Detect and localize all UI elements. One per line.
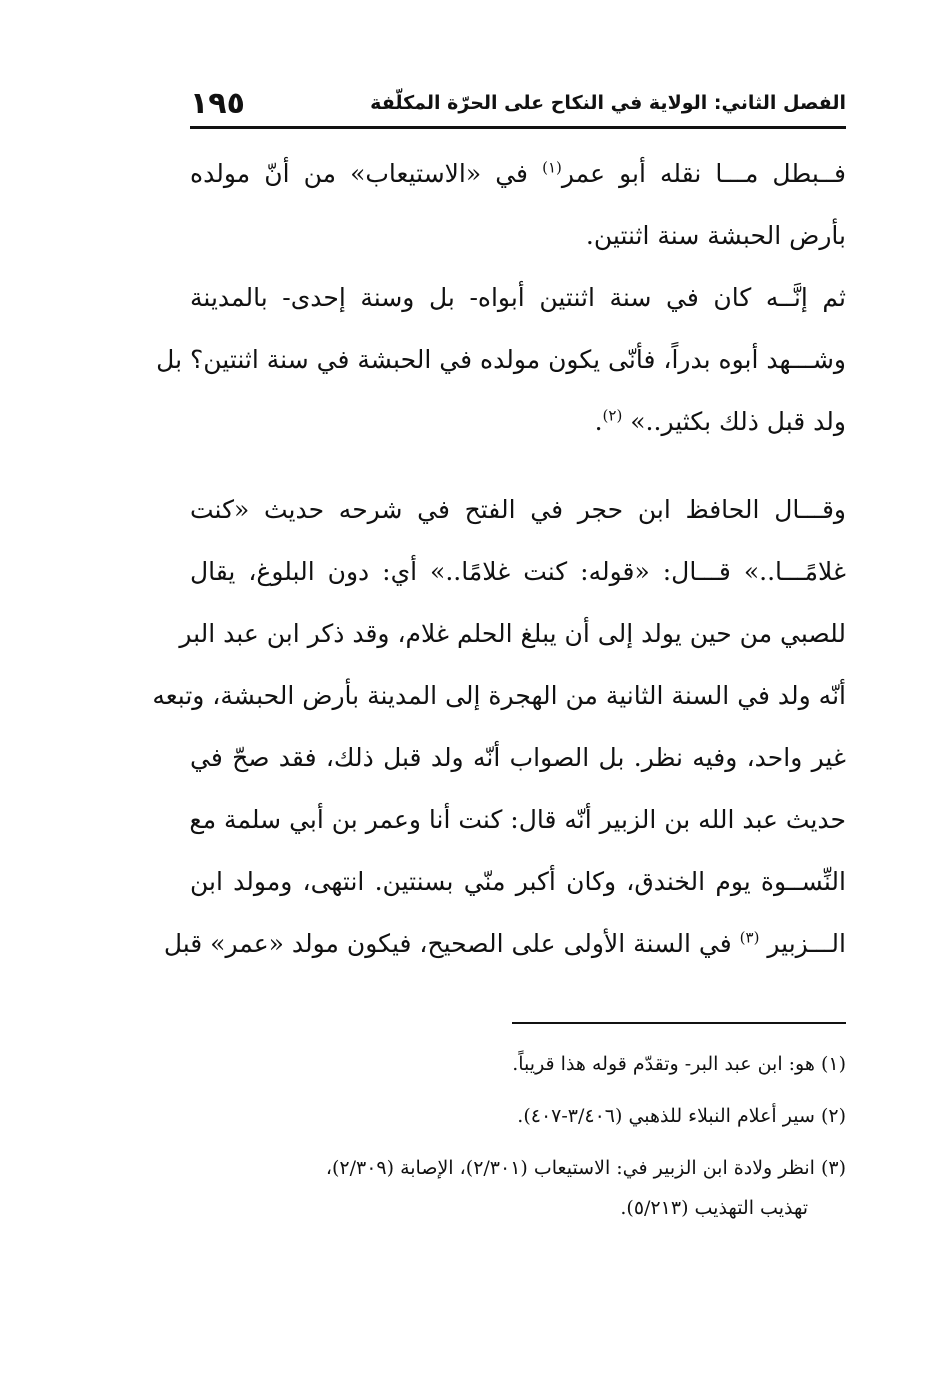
text-line: وقـــال الحافظ ابن حجر في الفتح في شرحه حديث «كنت — [190, 495, 846, 524]
footnote — [190, 1046, 846, 1082]
text-line: ولد قبل ذلك بكثير..» $^{(٢)}$. — [594, 406, 846, 436]
footnote — [190, 1098, 846, 1134]
footnote-reference: (٢) — [602, 406, 623, 425]
footnote-text: سير أعلام النبلاء للذهبي (٣/٤٠٦-٤٠٧). — [517, 1105, 815, 1127]
footnote-reference: (١) — [542, 158, 562, 177]
footnote-continuation: تهذيب التهذيب (٥/٢١٣). — [620, 1197, 808, 1219]
footnote-text: انظر ولادة ابن الزبير في: الاستيعاب (٢/٣٠١)، الإصابة (٢/٣٠٩)، — [325, 1157, 815, 1179]
text-line: وشـــهد أبوه بدراً، فأنّى يكون مولده في الحبشة في سنة اثنتين؟ بل — [156, 345, 846, 374]
text-line: النِّســوة يوم الخندق، وكان أكبر منّي بسنتين. انتهى، ومولد ابن — [190, 867, 846, 896]
text-line: حديث عبد الله بن الزبير أنّه قال: كنت أنا وعمر بن أبي سلمة مع — [189, 805, 846, 834]
footnotes — [190, 1046, 846, 1242]
text-line: الـــزبير $^{(٣)}$ في السنة الأولى على الصحيح، فيكون مولد «عمر» قبل — [163, 928, 846, 958]
footnote-reference: (٣) — [739, 928, 760, 947]
text-line: غلامًـــا..» قـــال: «قوله: كنت غلامًا..» أي: دون البلوغ، يقال — [190, 557, 846, 586]
footnote-number: (١) — [820, 1053, 846, 1075]
text-line: بأرض الحبشة سنة اثنتين. — [585, 221, 846, 250]
footnote-text: هو: ابن عبد البر- وتقدّم قوله هذا قريباً. — [512, 1053, 815, 1075]
text-line: غير واحد، وفيه نظر. بل الصواب أنّه ولد قبل ذلك، فقد صحّ في — [190, 743, 846, 772]
text-line: أنّه ولد في السنة الثانية من الهجرة إلى المدينة بأرض الحبشة، وتبعه — [152, 681, 846, 710]
main-text — [152, 148, 846, 980]
text-line: فــبطل مـــا نقله أبو عمر$^{(١)}$ في «الاستيعاب» من أنّ مولده — [190, 158, 846, 188]
footnote-number: (٢) — [820, 1105, 846, 1127]
footnote-number: (٣) — [820, 1157, 846, 1179]
text-line: للصبي من حين يولد إلى أن يبلغ الحلم غلام، وقد ذكر ابن عبد البر — [179, 619, 846, 648]
footnote — [190, 1150, 846, 1226]
footnote-separator — [512, 1022, 846, 1024]
running-header — [190, 86, 846, 129]
chapter-title: الفصل الثاني: الولاية في النكاح على الحرّة المكلّفة — [370, 92, 846, 114]
page-number: ١٩٥ — [190, 86, 245, 121]
text-line: ثم إنَّــه كان في سنة اثنتين أبواه- بل وسنة إحدى- بالمدينة — [190, 283, 846, 312]
